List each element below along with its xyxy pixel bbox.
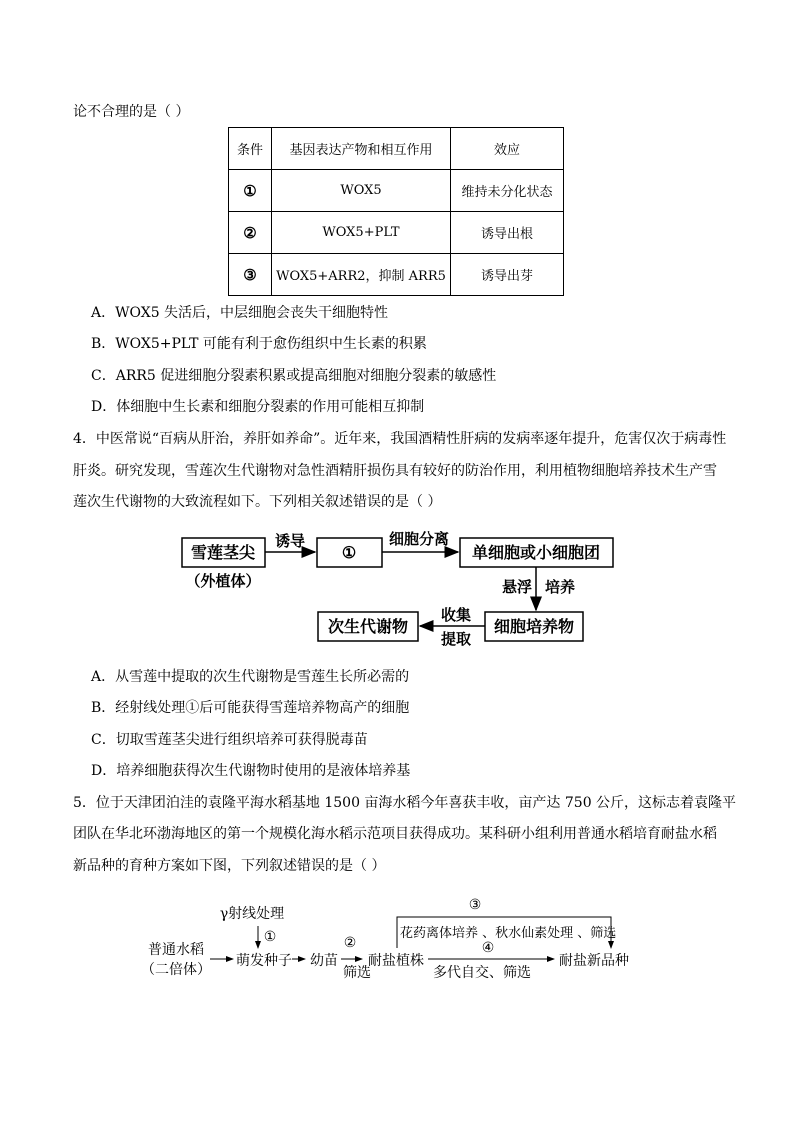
- table-row: [229, 212, 564, 254]
- breed-screen-label: 筛选: [343, 965, 371, 981]
- q4-stem-line-1: 4．中医常说“百病从肝治，养肝如养命”。近年来，我国酒精性肝病的发病率逐年提升，危害仅次于病毒性: [73, 431, 727, 447]
- flow-arrow-4-label-a: 收集: [440, 606, 472, 624]
- flow-box-start-label: 雪莲茎尖: [190, 543, 256, 562]
- q3-table: [228, 127, 564, 296]
- table-cell: 诱导出根: [451, 212, 564, 254]
- breed-step-2-label: ②: [343, 935, 357, 951]
- breed-ray-label: γ射线处理: [219, 906, 285, 922]
- table-row: [229, 170, 564, 212]
- flow-box-culture-label: 细胞培养物: [493, 617, 575, 636]
- table-cell: WOX5: [272, 170, 451, 212]
- flow-arrow-3-label-b: 培养: [544, 578, 576, 596]
- q4-stem-line-3: 莲次生代谢物的大致流程如下。下列相关叙述错误的是（ ）: [73, 494, 442, 510]
- table-cell: ③: [229, 254, 272, 296]
- q4-option-b: B．经射线处理①后可能获得雪莲培养物高产的细胞: [91, 700, 410, 716]
- breed-start-label: 普通水稻: [148, 942, 204, 958]
- table-cell: 诱导出芽: [451, 254, 564, 296]
- q3-intro: 论不合理的是（ ）: [73, 104, 190, 120]
- q3-option-b: B．WOX5+PLT 可能有利于愈伤组织中生长素的积累: [91, 336, 427, 352]
- flow-arrow-3-label-a: 悬浮: [501, 578, 533, 596]
- table-cell: ②: [229, 212, 272, 254]
- table-cell: ①: [229, 170, 272, 212]
- q3-option-c: C．ARR5 促进细胞分裂素积累或提高细胞对细胞分裂素的敏感性: [91, 368, 497, 384]
- flow-box-cells-label: 单细胞或小细胞团: [471, 543, 601, 562]
- table-cell: WOX5+PLT: [272, 212, 451, 254]
- flow-box-step1-label: ①: [341, 543, 357, 562]
- breed-seedling-label: 幼苗: [310, 953, 338, 969]
- q4-option-a: A．从雪莲中提取的次生代谢物是雪莲生长所必需的: [91, 669, 410, 685]
- table-cell: 维持未分化状态: [451, 170, 564, 212]
- table-cell: WOX5+ARR2，抑制 ARR5: [272, 254, 451, 296]
- q5-stem-line-1: 5．位于天津团泊洼的袁隆平海水稻基地 1500 亩海水稻今年喜获丰收，亩产达 750 公斤，这标志着袁隆平: [73, 795, 737, 811]
- table-row: [229, 254, 564, 296]
- q5-stem-line-3: 新品种的育种方案如下图，下列叙述错误的是（ ）: [73, 858, 386, 874]
- table-header-cell: 基因表达产物和相互作用: [272, 128, 451, 170]
- breed-salt-plant-label: 耐盐植株: [368, 953, 424, 969]
- q5-stem-line-2: 团队在华北环渤海地区的第一个规模化海水稻示范项目获得成功。某科研小组利用普通水稻培育耐盐水稻: [73, 826, 717, 842]
- breed-start-sub-label: （二倍体）: [141, 962, 211, 978]
- flow-arrow-2-label: 细胞分离: [388, 530, 450, 548]
- flow-arrow-1-label: 诱导: [274, 532, 306, 550]
- table-header-row: [229, 128, 564, 170]
- breed-seed-label: 萌发种子: [236, 953, 292, 969]
- q4-option-c: C．切取雪莲茎尖进行组织培养可获得脱毒苗: [91, 732, 368, 748]
- breed-step-1-label: ①: [263, 929, 277, 945]
- q4-stem-line-2: 肝炎。研究发现，雪莲次生代谢物对急性酒精肝损伤具有较好的防治作用，利用植物细胞培养技术生产雪: [73, 463, 717, 479]
- flow-arrow-4-label-b: 提取: [440, 630, 472, 648]
- q4-option-d: D．培养细胞获得次生代谢物时使用的是液体培养基: [91, 763, 411, 779]
- flow-box-product-label: 次生代谢物: [327, 617, 409, 636]
- q3-option-a: A．WOX5 失活后，中层细胞会丧失干细胞特性: [91, 305, 389, 321]
- table-header-cell: 条件: [229, 128, 272, 170]
- q5-breeding-diagram: [0, 890, 794, 1000]
- q3-option-d: D．体细胞中生长素和细胞分裂素的作用可能相互抑制: [91, 399, 425, 415]
- flow-explant-label: （外植体）: [185, 572, 261, 590]
- breed-result-label: 耐盐新品种: [559, 953, 629, 969]
- q4-flow-diagram: [0, 520, 794, 650]
- table-header-cell: 效应: [451, 128, 564, 170]
- breed-path-4-label: 多代自交、筛选: [433, 965, 531, 981]
- breed-path-3-label: 花药离体培养 、秋水仙素处理 、筛选: [400, 926, 617, 941]
- breed-step-3-label: ③: [468, 897, 482, 913]
- breed-step-4-label: ④: [481, 940, 495, 956]
